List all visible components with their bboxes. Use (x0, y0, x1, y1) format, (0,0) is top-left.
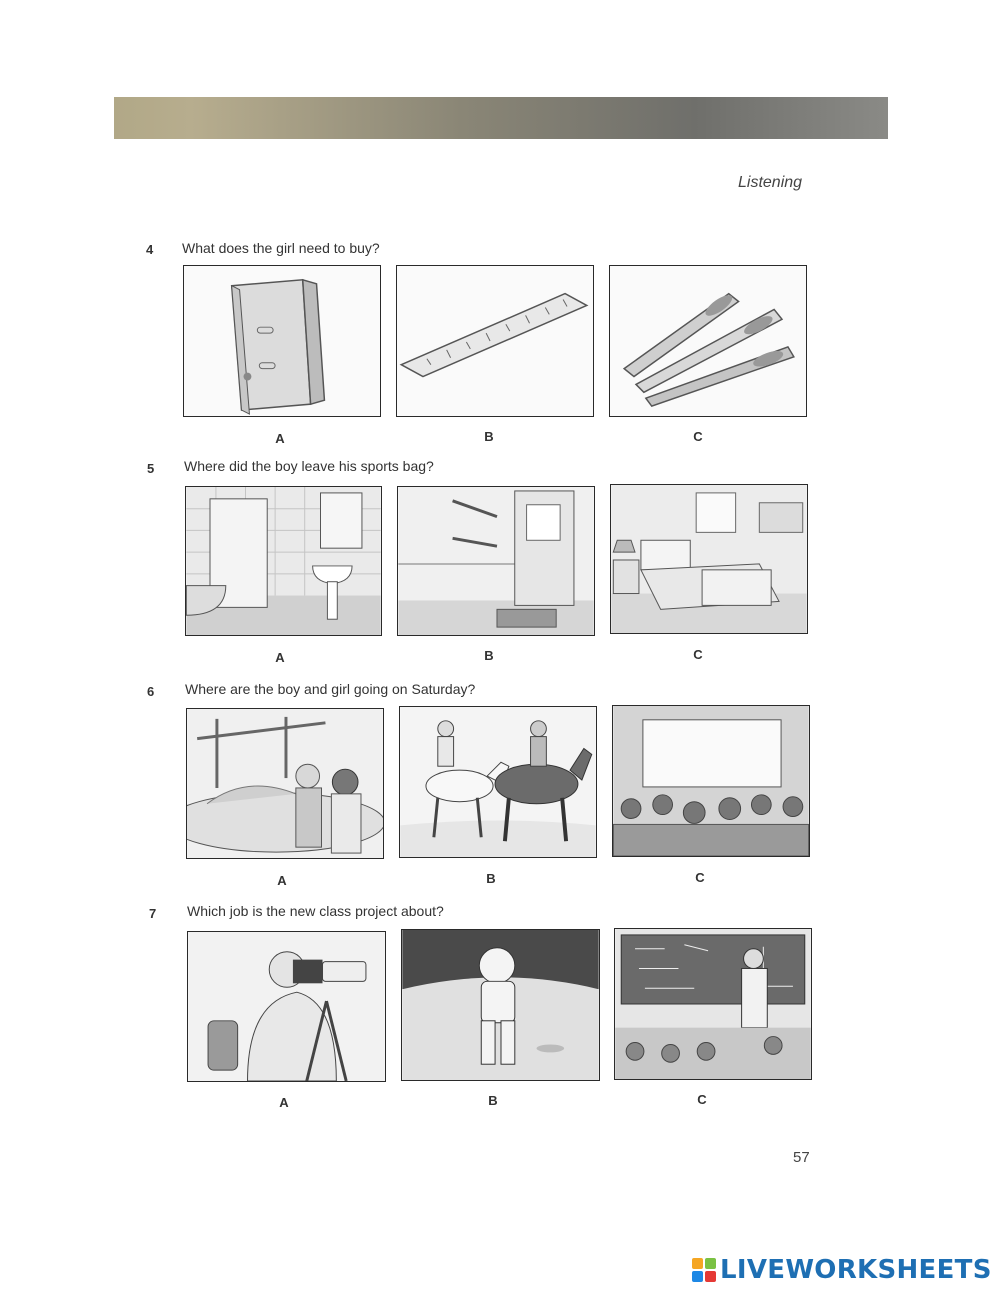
ring-binder-icon (184, 266, 380, 416)
option-5a-label[interactable]: A (275, 650, 285, 665)
header-band (114, 97, 888, 139)
horse-riding-icon (400, 707, 596, 857)
option-4b-label[interactable]: B (484, 429, 494, 444)
question-4-number: 4 (146, 242, 154, 257)
section-label: Listening (738, 174, 803, 191)
option-5b-label[interactable]: B (484, 648, 494, 663)
astronaut-icon (402, 930, 599, 1080)
pens-icon (610, 266, 806, 416)
teacher-icon (615, 929, 811, 1079)
option-6b-image[interactable] (399, 706, 597, 858)
question-4-text: What does the girl need to buy? (182, 240, 380, 256)
option-4a-image[interactable] (183, 265, 381, 417)
option-6a-image[interactable] (186, 708, 384, 859)
question-6-text: Where are the boy and girl going on Saturday? (185, 681, 476, 697)
photographer-icon (188, 932, 385, 1081)
question-7-number: 7 (149, 906, 157, 921)
option-4c-image[interactable] (609, 265, 807, 417)
cinema-icon (613, 706, 809, 856)
option-5b-image[interactable] (397, 486, 595, 636)
ruler-icon (397, 266, 593, 416)
question-7-text: Which job is the new class project about? (187, 903, 444, 919)
option-4b-image[interactable] (396, 265, 594, 417)
option-7c-image[interactable] (614, 928, 812, 1080)
zoo-icon (187, 709, 383, 858)
question-5-number: 5 (147, 461, 155, 476)
question-6-number: 6 (147, 684, 155, 699)
liveworksheets-logo (692, 1255, 992, 1285)
option-7a-image[interactable] (187, 931, 386, 1082)
option-4c-label[interactable]: C (693, 429, 703, 444)
option-6b-label[interactable]: B (486, 871, 496, 886)
hallway-icon (398, 487, 594, 635)
page-number: 57 (793, 1149, 810, 1166)
brand-name: LIVEWORKSHEETS (720, 1255, 992, 1285)
option-7a-label[interactable]: A (279, 1095, 289, 1110)
bedroom-icon (611, 485, 807, 633)
option-7b-image[interactable] (401, 929, 600, 1081)
option-6c-label[interactable]: C (695, 870, 705, 885)
option-7b-label[interactable]: B (488, 1093, 498, 1108)
option-5c-image[interactable] (610, 484, 808, 634)
option-6a-label[interactable]: A (277, 873, 287, 888)
question-5-text: Where did the boy leave his sports bag? (184, 458, 434, 474)
option-5a-image[interactable] (185, 486, 382, 636)
liveworksheets-logo-icon (692, 1258, 716, 1282)
option-4a-label[interactable]: A (275, 431, 285, 446)
option-7c-label[interactable]: C (697, 1092, 707, 1107)
bathroom-icon (186, 487, 381, 635)
option-5c-label[interactable]: C (693, 647, 703, 662)
option-6c-image[interactable] (612, 705, 810, 857)
